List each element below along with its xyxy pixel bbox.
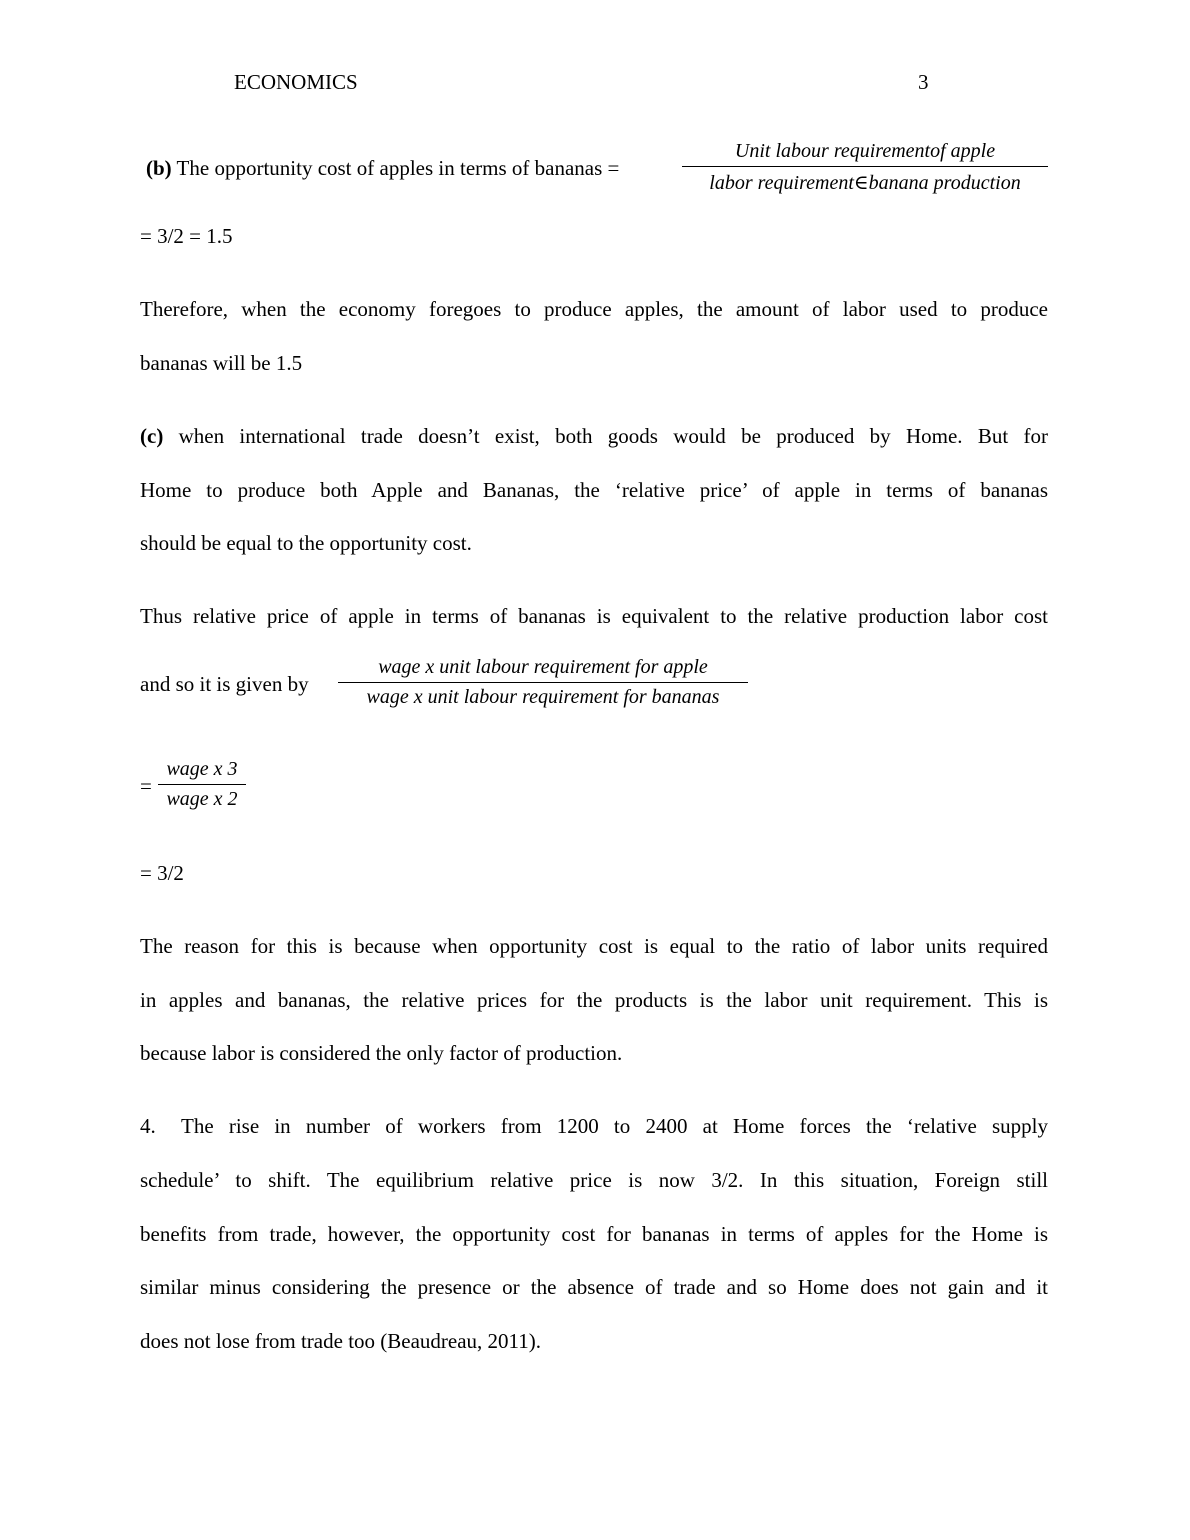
equals-sign: = bbox=[140, 774, 152, 798]
part-b-explanation-line: bananas will be 1.5 bbox=[140, 351, 303, 375]
reason-line: The reason for this is because when opportunity cost is equal to the ratio of labor units required bbox=[140, 934, 1048, 958]
fraction-denominator: wage x 2 bbox=[166, 788, 238, 810]
running-header: ECONOMICS bbox=[234, 70, 358, 94]
question-4-line: benefits from trade, however, the opportunity cost for bananas in terms of apples for the Home is bbox=[140, 1222, 1048, 1246]
opportunity-cost-fraction bbox=[682, 140, 1048, 195]
question-4-line: The rise in number of workers from 1200 to 2400 at Home forces the ‘relative supply bbox=[181, 1114, 1048, 1138]
part-b-result: = 3/2 = 1.5 bbox=[140, 224, 233, 248]
part-b-label: (b) bbox=[146, 156, 172, 180]
part-b-text: The opportunity cost of apples in terms of bananas = bbox=[176, 156, 620, 180]
part-c-text: when international trade doesn’t exist, both goods would be produced by Home. But for bbox=[178, 424, 1048, 448]
part-c-line: Home to produce both Apple and Bananas, the ‘relative price’ of apple in terms of bananas bbox=[140, 478, 1048, 502]
relative-price-fraction bbox=[338, 656, 748, 709]
part-c-label: (c) bbox=[140, 424, 164, 448]
fraction-denominator: wage x unit labour requirement for bananas bbox=[366, 686, 720, 708]
fraction-numerator: wage x unit labour requirement for apple bbox=[338, 656, 748, 683]
question-4-number: 4. bbox=[140, 1114, 156, 1138]
question-4-line: schedule’ to shift. The equilibrium relative price is now 3/2. In this situation, Foreign still bbox=[140, 1168, 1048, 1192]
reason-line: in apples and bananas, the relative prices for the products is the labor unit requirement. This is bbox=[140, 988, 1048, 1012]
fraction-denominator: labor requirement∈banana production bbox=[709, 172, 1021, 194]
part-c-result: = 3/2 bbox=[140, 861, 184, 885]
part-c-line: should be equal to the opportunity cost. bbox=[140, 531, 472, 555]
question-4-line: similar minus considering the presence or the absence of trade and so Home does not gain and it bbox=[140, 1275, 1048, 1299]
given-by-text: and so it is given by bbox=[140, 672, 309, 696]
page-number: 3 bbox=[918, 70, 929, 94]
part-b-explanation-line: Therefore, when the economy foregoes to produce apples, the amount of labor used to produce bbox=[140, 297, 1048, 321]
part-c-line bbox=[140, 422, 1048, 450]
question-4-line: does not lose from trade too (Beaudreau, 2011). bbox=[140, 1329, 542, 1353]
wage-fraction bbox=[158, 758, 246, 811]
reason-line: because labor is considered the only factor of production. bbox=[140, 1041, 623, 1065]
relative-price-line: Thus relative price of apple in terms of bananas is equivalent to the relative production labor cost bbox=[140, 604, 1048, 628]
fraction-numerator: wage x 3 bbox=[158, 758, 246, 785]
fraction-numerator: Unit labour requirementof apple bbox=[682, 140, 1048, 167]
